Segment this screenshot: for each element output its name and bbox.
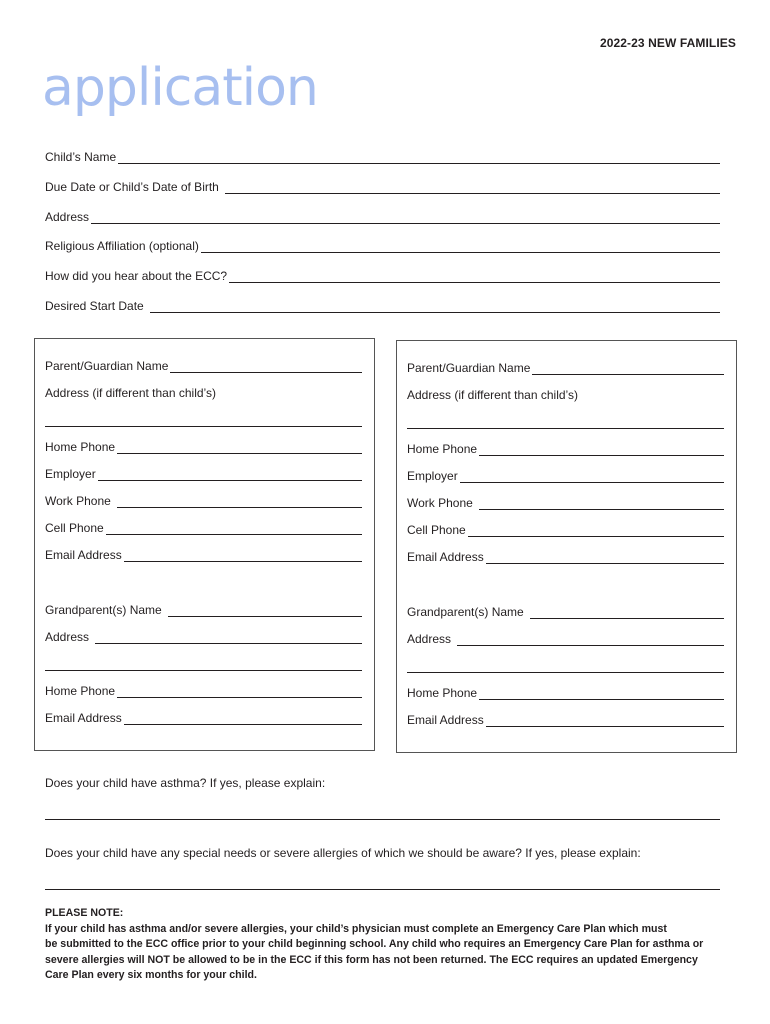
grandparent-name-field[interactable] <box>407 603 724 619</box>
note-line: If your child has asthma and/or severe allergies, your child’s physician must complete an Emergency Care Plan which must <box>45 922 667 935</box>
fill-line[interactable] <box>124 550 362 562</box>
fill-line[interactable] <box>225 182 720 194</box>
special-needs-answer-line[interactable] <box>45 889 720 890</box>
field-label: Home Phone <box>45 684 116 698</box>
field-label: Address (if different than child’s) <box>407 388 578 402</box>
field-label: Email Address <box>407 550 484 564</box>
fill-line[interactable] <box>407 661 724 673</box>
field-label: Address <box>45 630 90 644</box>
fill-line[interactable] <box>457 634 724 646</box>
field-label: Address <box>45 210 90 224</box>
due-date-field[interactable] <box>45 178 720 194</box>
note-line: be submitted to the ECC office prior to your child beginning school. Any child who requires an Emergency Care Plan for asthma or <box>45 938 704 950</box>
asthma-question: Does your child have asthma? If yes, please explain: <box>45 776 326 790</box>
field-label: Address (if different than child’s) <box>45 386 216 400</box>
employer-field[interactable] <box>407 467 724 483</box>
gp-home-phone-field[interactable] <box>45 682 362 698</box>
fill-line[interactable] <box>117 496 362 508</box>
fill-line[interactable] <box>532 363 724 375</box>
field-label: Desired Start Date <box>45 299 144 313</box>
cell-phone-field[interactable] <box>407 521 724 537</box>
religious-affiliation-field[interactable] <box>45 237 720 253</box>
note-line: Care Plan every six months for your child. <box>45 969 257 981</box>
gp-email-field[interactable] <box>407 711 724 727</box>
childs-name-field[interactable] <box>45 148 720 164</box>
fill-line[interactable] <box>460 471 724 483</box>
fill-line[interactable] <box>201 241 720 253</box>
address-alt-label <box>45 384 362 400</box>
field-label: Cell Phone <box>45 521 104 535</box>
parent-name-field[interactable] <box>45 357 362 373</box>
fill-line[interactable] <box>118 152 720 164</box>
work-phone-field[interactable] <box>45 492 362 508</box>
fill-line[interactable] <box>45 659 362 671</box>
field-label: Child’s Name <box>45 150 117 164</box>
please-note <box>45 906 735 984</box>
field-label: Parent/Guardian Name <box>407 361 531 375</box>
heard-about-field[interactable] <box>45 267 720 283</box>
field-label: Cell Phone <box>407 523 466 537</box>
fill-line[interactable] <box>168 605 362 617</box>
gp-email-field[interactable] <box>45 709 362 725</box>
field-label: Grandparent(s) Name <box>45 603 162 617</box>
fill-line[interactable] <box>124 713 362 725</box>
field-label: Religious Affiliation (optional) <box>45 239 199 253</box>
address-field[interactable] <box>45 208 720 224</box>
fill-line[interactable] <box>45 415 362 427</box>
field-label: Home Phone <box>407 442 478 456</box>
address-alt-label <box>407 386 724 402</box>
field-label: Home Phone <box>407 686 478 700</box>
parent-box-right <box>396 340 737 753</box>
field-label: Address <box>407 632 452 646</box>
field-label: Employer <box>407 469 458 483</box>
fill-line[interactable] <box>479 444 724 456</box>
fill-line[interactable] <box>479 498 724 510</box>
note-line: severe allergies will NOT be allowed to be in the ECC if this form has not been returned. The ECC requires an updated Emergency <box>45 953 698 966</box>
field-label: How did you hear about the ECC? <box>45 269 228 283</box>
fill-line[interactable] <box>106 523 362 535</box>
field-label: Email Address <box>407 713 484 727</box>
address-line-field[interactable] <box>407 413 724 429</box>
employer-field[interactable] <box>45 465 362 481</box>
fill-line[interactable] <box>98 469 362 481</box>
work-phone-field[interactable] <box>407 494 724 510</box>
fill-line[interactable] <box>486 552 724 564</box>
field-label: Home Phone <box>45 440 116 454</box>
special-needs-question: Does your child have any special needs or severe allergies of which we should be aware? If yes, please explain: <box>45 846 641 860</box>
gp-address-field[interactable] <box>407 630 724 646</box>
field-label: Employer <box>45 467 96 481</box>
gp-address-line-field[interactable] <box>407 657 724 673</box>
gp-home-phone-field[interactable] <box>407 684 724 700</box>
form-year-label: 2022-23 NEW FAMILIES <box>599 36 736 50</box>
fill-line[interactable] <box>95 632 362 644</box>
asthma-answer-line[interactable] <box>45 819 720 820</box>
home-phone-field[interactable] <box>45 438 362 454</box>
address-line-field[interactable] <box>45 411 362 427</box>
email-field[interactable] <box>407 548 724 564</box>
fill-line[interactable] <box>170 361 362 373</box>
email-field[interactable] <box>45 546 362 562</box>
field-label: Email Address <box>45 548 122 562</box>
field-label: Email Address <box>45 711 122 725</box>
field-label: Grandparent(s) Name <box>407 605 524 619</box>
gp-address-line-field[interactable] <box>45 655 362 671</box>
fill-line[interactable] <box>468 525 724 537</box>
fill-line[interactable] <box>117 442 362 454</box>
fill-line[interactable] <box>530 607 724 619</box>
fill-line[interactable] <box>407 417 724 429</box>
field-label: Work Phone <box>45 494 111 508</box>
desired-start-date-field[interactable] <box>45 297 720 313</box>
fill-line[interactable] <box>117 686 362 698</box>
cell-phone-field[interactable] <box>45 519 362 535</box>
page-title: application <box>42 58 318 118</box>
fill-line[interactable] <box>479 688 724 700</box>
fill-line[interactable] <box>229 271 720 283</box>
home-phone-field[interactable] <box>407 440 724 456</box>
gp-address-field[interactable] <box>45 628 362 644</box>
fill-line[interactable] <box>486 715 724 727</box>
grandparent-name-field[interactable] <box>45 601 362 617</box>
note-heading: PLEASE NOTE: <box>45 907 124 919</box>
fill-line[interactable] <box>91 212 720 224</box>
parent-name-field[interactable] <box>407 359 724 375</box>
fill-line[interactable] <box>150 301 720 313</box>
field-label: Parent/Guardian Name <box>45 359 169 373</box>
parent-box-left <box>34 338 375 751</box>
field-label: Work Phone <box>407 496 473 510</box>
field-label: Due Date or Child’s Date of Birth <box>45 180 219 194</box>
